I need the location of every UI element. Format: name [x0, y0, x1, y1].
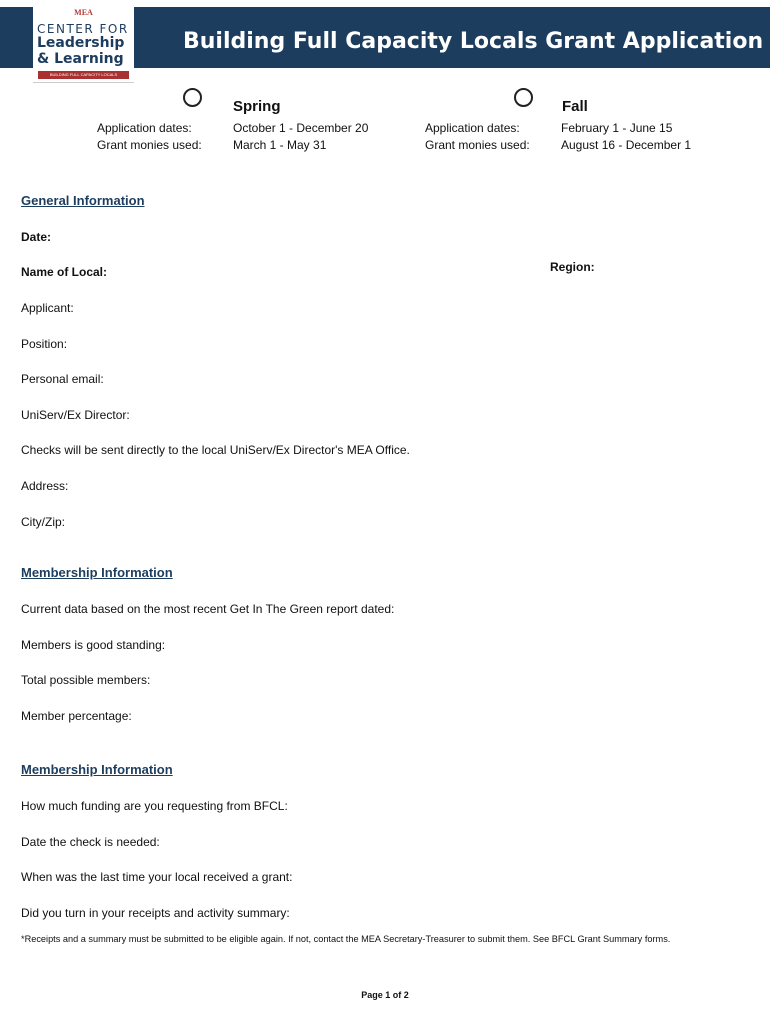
fall-app-value: February 1 - June 15 [561, 121, 673, 135]
receipts-note: *Receipts and a summary must be submitted to be eligible again. If not, contact the MEA Secretary-Treasurer to submit them. See BFCL Grant Summary forms. [21, 934, 671, 944]
check-date-field[interactable]: Date the check is needed: [21, 835, 160, 849]
funding-heading: Membership Information [21, 762, 173, 777]
address-field[interactable]: Address: [21, 479, 69, 493]
logo-org: MEA [74, 8, 93, 17]
uniserv-field[interactable]: UniServ/Ex Director: [21, 408, 130, 422]
membership-heading: Membership Information [21, 565, 173, 580]
fall-app-label: Application dates: [425, 121, 520, 135]
logo-line3: & Learning [37, 51, 124, 67]
fall-label: Fall [562, 98, 588, 115]
fall-radio[interactable] [514, 88, 533, 107]
receipts-field[interactable]: Did you turn in your receipts and activity summary: [21, 906, 290, 920]
member-percentage-field[interactable]: Member percentage: [21, 709, 132, 723]
fall-grant-label: Grant monies used: [425, 138, 530, 152]
current-data-field[interactable]: Current data based on the most recent Get In The Green report dated: [21, 602, 395, 616]
page-title: Building Full Capacity Locals Grant Application [183, 29, 764, 54]
page-number: Page 1 of 2 [361, 990, 409, 1000]
general-heading: General Information [21, 193, 145, 208]
region-field[interactable]: Region: [550, 260, 595, 274]
spring-label: Spring [233, 98, 281, 115]
local-field[interactable]: Name of Local: [21, 265, 108, 279]
spring-grant-label: Grant monies used: [97, 138, 202, 152]
logo-line2: Leadership [37, 35, 125, 51]
funding-request-field[interactable]: How much funding are you requesting from BFCL: [21, 799, 288, 813]
spring-grant-value: March 1 - May 31 [233, 138, 327, 152]
spring-app-value: October 1 - December 20 [233, 121, 369, 135]
logo-strip: BUILDING FULL CAPACITY LOCALS [38, 71, 129, 79]
good-standing-field[interactable]: Members is good standing: [21, 638, 166, 652]
date-field[interactable]: Date: [21, 230, 52, 244]
applicant-field[interactable]: Applicant: [21, 301, 74, 315]
total-members-field[interactable]: Total possible members: [21, 673, 151, 687]
center-logo [33, 7, 134, 83]
cityzip-field[interactable]: City/Zip: [21, 515, 66, 529]
spring-radio[interactable] [183, 88, 202, 107]
fall-grant-value: August 16 - December 1 [561, 138, 692, 152]
last-grant-field[interactable]: When was the last time your local received a grant: [21, 870, 293, 884]
checks-note: Checks will be sent directly to the local UniServ/Ex Director's MEA Office. [21, 443, 410, 457]
spring-app-label: Application dates: [97, 121, 192, 135]
position-field[interactable]: Position: [21, 337, 68, 351]
email-field[interactable]: Personal email: [21, 372, 104, 386]
logo-line1: CENTER FOR [37, 22, 129, 36]
